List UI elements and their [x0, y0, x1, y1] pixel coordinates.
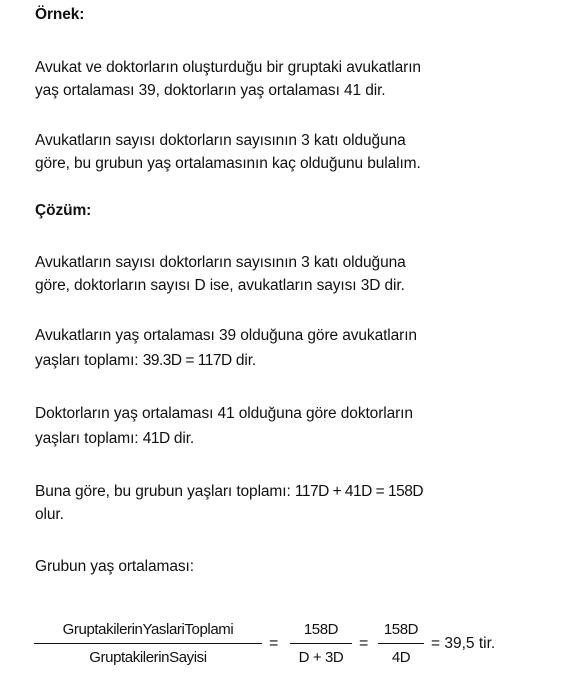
text: dir.	[169, 430, 195, 447]
equals-sign: =	[269, 635, 279, 652]
example-paragraph-1-line-2: yaş ortalaması 39, doktorların yaş ortalaması 41 dir.	[35, 82, 386, 99]
solution-heading: Çözüm:	[35, 202, 92, 219]
solution-paragraph-3-line-2	[35, 428, 555, 450]
solution-paragraph-2-line-2	[35, 350, 555, 372]
result-suffix: tir.	[478, 635, 496, 652]
fraction-denominator: GruptakilerinSayisi	[89, 649, 207, 666]
solution-paragraph-2-line-1: Avukatların yaş ortalaması 39 olduğuna göre avukatların	[35, 327, 417, 344]
solution-paragraph-3-line-1: Doktorların yaş ortalaması 41 olduğuna göre doktorların	[35, 405, 413, 422]
math-expression: 39.3D = 117D	[142, 352, 232, 369]
result-value: = 39,5	[431, 635, 475, 652]
example-paragraph-2-line-1: Avukatların sayısı doktorların sayısının 3 katı olduğuna	[35, 132, 406, 149]
example-heading: Örnek:	[35, 6, 85, 23]
example-paragraph-1-line-1: Avukat ve doktorların oluşturduğu bir gruptaki avukatların	[35, 59, 421, 76]
text: yaşları toplamı:	[35, 430, 143, 447]
fraction-numerator: GruptakilerinYaslariToplami	[62, 621, 234, 638]
fraction-numerator: 158D	[303, 621, 339, 638]
text: yaşları toplamı:	[35, 352, 143, 369]
fraction-158d-over-4d	[378, 620, 424, 668]
math-expression: 41D	[142, 430, 170, 447]
solution-paragraph-4-line-1	[35, 481, 555, 503]
fraction-158d-over-d-plus-3d	[290, 620, 352, 668]
solution-paragraph-4-line-2: olur.	[35, 506, 64, 523]
equals-sign: =	[359, 635, 369, 652]
text: dir.	[231, 352, 257, 369]
text: Buna göre, bu grubun yaşları toplamı:	[35, 483, 295, 500]
formula-result	[431, 634, 495, 654]
fraction-group-average	[34, 620, 262, 668]
math-expression: 117D + 41D = 158D	[294, 483, 424, 500]
fraction-denominator: D + 3D	[298, 649, 344, 666]
solution-paragraph-1-line-1: Avukatların sayısı doktorların sayısının 3 katı olduğuna	[35, 254, 406, 271]
solution-paragraph-5: Grubun yaş ortalaması:	[35, 558, 194, 575]
fraction-denominator: 4D	[391, 649, 411, 666]
fraction-numerator: 158D	[383, 621, 419, 638]
example-paragraph-2-line-2: göre, bu grubun yaş ortalamasının kaç olduğunu bulalım.	[35, 155, 421, 172]
solution-paragraph-1-line-2: göre, doktorların sayısı D ise, avukatların sayısı 3D dir.	[35, 277, 405, 294]
